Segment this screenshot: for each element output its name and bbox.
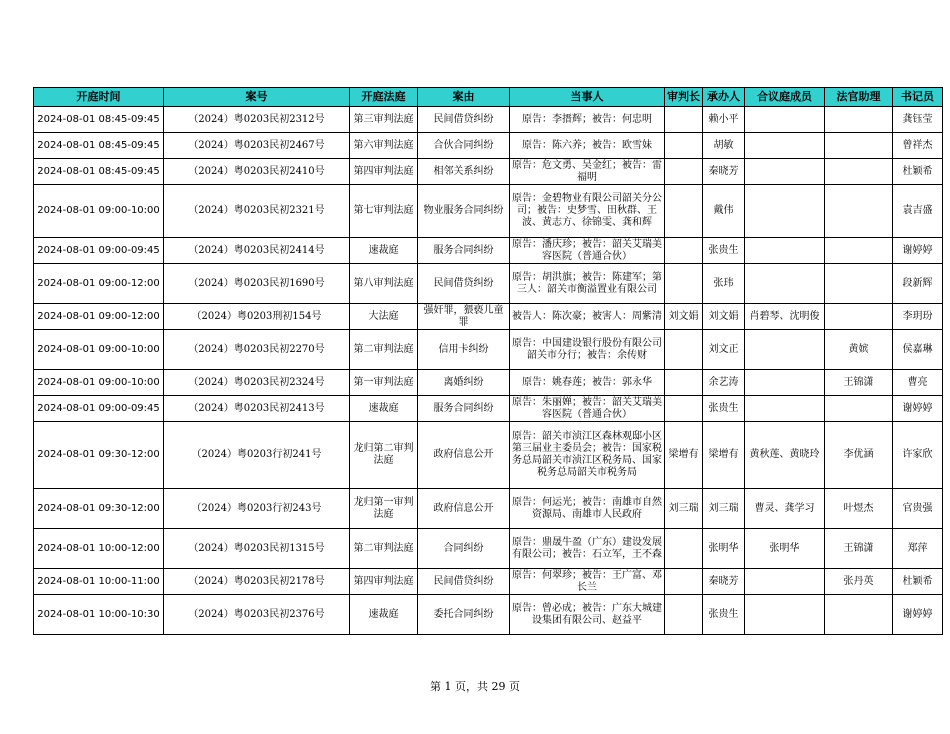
parties-cell: 原告：潘庆珍；被告：韶关艾瑞美容医院（普通合伙） — [510, 238, 665, 264]
case-no-cell: （2024）粤0203民初2270号 — [164, 330, 350, 370]
time-cell: 2024-08-01 09:30-12:00 — [34, 422, 164, 489]
panel-cell — [745, 595, 825, 635]
cause-cell: 政府信息公开 — [418, 422, 510, 489]
case-no-cell: （2024）粤0203民初1690号 — [164, 264, 350, 304]
table-row — [34, 370, 943, 396]
assistant-cell: 王锦潇 — [825, 529, 893, 569]
clerk-cell: 侯嘉琳 — [893, 330, 943, 370]
parties-cell: 原告：危文勇、吴金红；被告：雷福明 — [510, 159, 665, 185]
handler-cell: 梁增有 — [703, 422, 745, 489]
cause-cell: 委托合同纠纷 — [418, 595, 510, 635]
table-row — [34, 238, 943, 264]
assistant-cell: 张丹英 — [825, 569, 893, 595]
clerk-cell: 袁吉盛 — [893, 185, 943, 238]
table-row — [34, 330, 943, 370]
time-cell: 2024-08-01 09:00-09:45 — [34, 238, 164, 264]
parties-cell: 原告：陈六养；被告：欧雪妹 — [510, 133, 665, 159]
cause-cell: 合同纠纷 — [418, 529, 510, 569]
case-no-cell: （2024）粤0203刑初154号 — [164, 304, 350, 330]
parties-cell: 原告：曾必成；被告：广东大城建设集团有限公司、赵益平 — [510, 595, 665, 635]
court-cell: 第二审判法庭 — [350, 529, 418, 569]
col-header-parties: 当事人 — [510, 88, 665, 107]
chief-judge-cell — [665, 529, 703, 569]
clerk-cell: 官贵强 — [893, 489, 943, 529]
panel-cell — [745, 185, 825, 238]
table-row — [34, 133, 943, 159]
assistant-cell — [825, 159, 893, 185]
chief-judge-cell — [665, 107, 703, 133]
table-row — [34, 159, 943, 185]
col-header-time: 开庭时间 — [34, 88, 164, 107]
handler-cell: 赖小平 — [703, 107, 745, 133]
chief-judge-cell — [665, 370, 703, 396]
assistant-cell — [825, 107, 893, 133]
case-no-cell: （2024）粤0203民初2321号 — [164, 185, 350, 238]
handler-cell: 张贵生 — [703, 595, 745, 635]
court-cell: 速裁庭 — [350, 396, 418, 422]
panel-cell — [745, 107, 825, 133]
cause-cell: 民间借贷纠纷 — [418, 569, 510, 595]
chief-judge-cell — [665, 264, 703, 304]
parties-cell: 原告：何翠珍；被告：王广富、邓长兰 — [510, 569, 665, 595]
cause-cell: 服务合同纠纷 — [418, 238, 510, 264]
handler-cell: 胡敏 — [703, 133, 745, 159]
case-no-cell: （2024）粤0203民初2414号 — [164, 238, 350, 264]
table-row — [34, 304, 943, 330]
court-cell: 第七审判法庭 — [350, 185, 418, 238]
parties-cell: 原告：朱丽婵；被告：韶关艾瑞美容医院（普通合伙） — [510, 396, 665, 422]
time-cell: 2024-08-01 09:00-10:00 — [34, 185, 164, 238]
parties-cell: 原告：姚春莲；被告：郭永华 — [510, 370, 665, 396]
assistant-cell — [825, 304, 893, 330]
parties-cell: 被告人：陈次豪；被害人：周紫清 — [510, 304, 665, 330]
chief-judge-cell — [665, 159, 703, 185]
court-cell: 第一审判法庭 — [350, 370, 418, 396]
assistant-cell: 李优涵 — [825, 422, 893, 489]
chief-judge-cell — [665, 330, 703, 370]
panel-cell — [745, 370, 825, 396]
table-row — [34, 595, 943, 635]
cause-cell: 合伙合同纠纷 — [418, 133, 510, 159]
time-cell: 2024-08-01 10:00-12:00 — [34, 529, 164, 569]
time-cell: 2024-08-01 09:00-12:00 — [34, 264, 164, 304]
panel-cell — [745, 569, 825, 595]
time-cell: 2024-08-01 10:00-11:00 — [34, 569, 164, 595]
handler-cell: 戴伟 — [703, 185, 745, 238]
assistant-cell — [825, 396, 893, 422]
chief-judge-cell — [665, 396, 703, 422]
court-cell: 速裁庭 — [350, 595, 418, 635]
col-header-assistant: 法官助理 — [825, 88, 893, 107]
col-header-court: 开庭法庭 — [350, 88, 418, 107]
cause-cell: 政府信息公开 — [418, 489, 510, 529]
clerk-cell: 曹亮 — [893, 370, 943, 396]
case-no-cell: （2024）粤0203行初243号 — [164, 489, 350, 529]
court-cell: 第三审判法庭 — [350, 107, 418, 133]
case-no-cell: （2024）粤0203民初2467号 — [164, 133, 350, 159]
chief-judge-cell — [665, 133, 703, 159]
table-row — [34, 529, 943, 569]
col-header-clerk: 书记员 — [893, 88, 943, 107]
assistant-cell: 王锦潇 — [825, 370, 893, 396]
parties-cell: 原告：鼎晟牛盈（广东）建设发展有限公司；被告：石立军，王不森 — [510, 529, 665, 569]
parties-cell: 原告：中国建设银行股份有限公司韶关市分行；被告：余传财 — [510, 330, 665, 370]
panel-cell — [745, 159, 825, 185]
cause-cell: 相邻关系纠纷 — [418, 159, 510, 185]
panel-cell — [745, 396, 825, 422]
clerk-cell: 杜颖希 — [893, 159, 943, 185]
time-cell: 2024-08-01 09:30-12:00 — [34, 489, 164, 529]
case-no-cell: （2024）粤0203民初2178号 — [164, 569, 350, 595]
chief-judge-cell — [665, 238, 703, 264]
court-cell: 速裁庭 — [350, 238, 418, 264]
chief-judge-cell — [665, 185, 703, 238]
cause-cell: 强奸罪，猥亵儿童罪 — [418, 304, 510, 330]
panel-cell — [745, 238, 825, 264]
case-no-cell: （2024）粤0203行初241号 — [164, 422, 350, 489]
parties-cell: 原告：胡洪旗；被告：陈建军；第三人：韶关市衡溢置业有限公司 — [510, 264, 665, 304]
cause-cell: 民间借贷纠纷 — [418, 107, 510, 133]
handler-cell: 张玮 — [703, 264, 745, 304]
handler-cell: 秦晓芳 — [703, 569, 745, 595]
clerk-cell: 段新辉 — [893, 264, 943, 304]
chief-judge-cell: 刘文娟 — [665, 304, 703, 330]
chief-judge-cell: 梁增有 — [665, 422, 703, 489]
table-row — [34, 107, 943, 133]
case-no-cell: （2024）粤0203民初2410号 — [164, 159, 350, 185]
case-no-cell: （2024）粤0203民初2312号 — [164, 107, 350, 133]
assistant-cell — [825, 595, 893, 635]
assistant-cell — [825, 264, 893, 304]
panel-cell — [745, 133, 825, 159]
col-header-handler: 承办人 — [703, 88, 745, 107]
assistant-cell: 黄嫔 — [825, 330, 893, 370]
panel-cell — [745, 330, 825, 370]
court-cell: 龙归第一审判法庭 — [350, 489, 418, 529]
court-cell: 第二审判法庭 — [350, 330, 418, 370]
parties-cell: 原告：何运光；被告：南雄市自然资源局、南雄市人民政府 — [510, 489, 665, 529]
chief-judge-cell — [665, 569, 703, 595]
time-cell: 2024-08-01 08:45-09:45 — [34, 159, 164, 185]
handler-cell: 张贵生 — [703, 396, 745, 422]
cause-cell: 民间借贷纠纷 — [418, 264, 510, 304]
clerk-cell: 谢婷婷 — [893, 595, 943, 635]
assistant-cell — [825, 185, 893, 238]
assistant-cell — [825, 238, 893, 264]
header-row — [34, 88, 943, 107]
handler-cell: 张贵生 — [703, 238, 745, 264]
assistant-cell — [825, 133, 893, 159]
assistant-cell: 叶煜杰 — [825, 489, 893, 529]
time-cell: 2024-08-01 09:00-10:00 — [34, 330, 164, 370]
court-cell: 第四审判法庭 — [350, 569, 418, 595]
chief-judge-cell: 刘三瑞 — [665, 489, 703, 529]
panel-cell: 肖碧琴、沈明俊 — [745, 304, 825, 330]
col-header-cause: 案由 — [418, 88, 510, 107]
table-row — [34, 185, 943, 238]
case-no-cell: （2024）粤0203民初1315号 — [164, 529, 350, 569]
clerk-cell: 郑萍 — [893, 529, 943, 569]
cause-cell: 离婚纠纷 — [418, 370, 510, 396]
court-cell: 第八审判法庭 — [350, 264, 418, 304]
col-header-chief-judge: 审判长 — [665, 88, 703, 107]
case-no-cell: （2024）粤0203民初2324号 — [164, 370, 350, 396]
court-cell: 大法庭 — [350, 304, 418, 330]
handler-cell: 刘文娟 — [703, 304, 745, 330]
parties-cell: 原告：金碧物业有限公司韶关分公司；被告：史梦雪、田秋群、王波、黄志方、徐锦雯、龚和辉 — [510, 185, 665, 238]
clerk-cell: 曾祥杰 — [893, 133, 943, 159]
time-cell: 2024-08-01 08:45-09:45 — [34, 133, 164, 159]
case-no-cell: （2024）粤0203民初2413号 — [164, 396, 350, 422]
time-cell: 2024-08-01 09:00-12:00 — [34, 304, 164, 330]
clerk-cell: 龚钰莹 — [893, 107, 943, 133]
handler-cell: 张明华 — [703, 529, 745, 569]
table-row — [34, 264, 943, 304]
parties-cell: 原告：韶关市浈江区森林观邸小区第三届业主委员会；被告：国家税务总局韶关市浈江区税务局、国家税务总局韶关市税务局 — [510, 422, 665, 489]
panel-cell: 曹灵、龚学习 — [745, 489, 825, 529]
cause-cell: 信用卡纠纷 — [418, 330, 510, 370]
court-cell: 龙归第二审判法庭 — [350, 422, 418, 489]
page-footer: 第 1 页，共 29 页 — [430, 680, 520, 693]
clerk-cell: 许家欣 — [893, 422, 943, 489]
parties-cell: 原告：李搢辉；被告：何忠明 — [510, 107, 665, 133]
court-cell: 第四审判法庭 — [350, 159, 418, 185]
cause-cell: 服务合同纠纷 — [418, 396, 510, 422]
table-row — [34, 569, 943, 595]
handler-cell: 秦晓芳 — [703, 159, 745, 185]
cause-cell: 物业服务合同纠纷 — [418, 185, 510, 238]
table-row — [34, 422, 943, 489]
panel-cell: 张明华 — [745, 529, 825, 569]
clerk-cell: 谢婷婷 — [893, 238, 943, 264]
clerk-cell: 杜颖希 — [893, 569, 943, 595]
court-cell: 第六审判法庭 — [350, 133, 418, 159]
time-cell: 2024-08-01 08:45-09:45 — [34, 107, 164, 133]
handler-cell: 刘文正 — [703, 330, 745, 370]
table-row — [34, 396, 943, 422]
table-row — [34, 489, 943, 529]
chief-judge-cell — [665, 595, 703, 635]
time-cell: 2024-08-01 09:00-09:45 — [34, 396, 164, 422]
hearing-schedule-table — [33, 87, 943, 635]
clerk-cell: 李玥玢 — [893, 304, 943, 330]
panel-cell: 黄秋莲、黄晓玲 — [745, 422, 825, 489]
handler-cell: 余艺涛 — [703, 370, 745, 396]
panel-cell — [745, 264, 825, 304]
time-cell: 2024-08-01 09:00-10:00 — [34, 370, 164, 396]
clerk-cell: 谢婷婷 — [893, 396, 943, 422]
handler-cell: 刘三瑞 — [703, 489, 745, 529]
time-cell: 2024-08-01 10:00-10:30 — [34, 595, 164, 635]
case-no-cell: （2024）粤0203民初2376号 — [164, 595, 350, 635]
col-header-case-no: 案号 — [164, 88, 350, 107]
col-header-panel: 合议庭成员 — [745, 88, 825, 107]
